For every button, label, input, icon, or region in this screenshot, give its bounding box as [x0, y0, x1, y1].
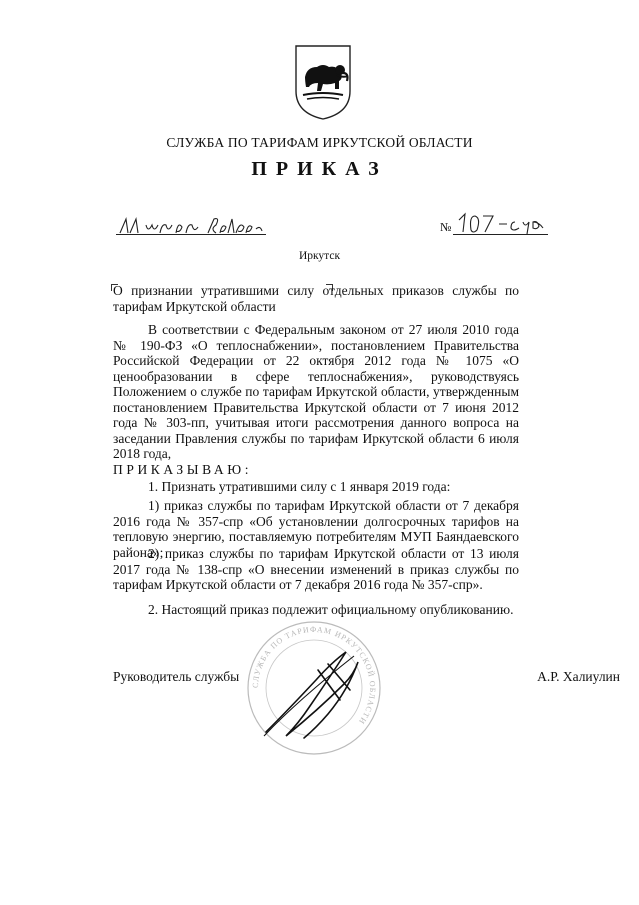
signer-name: А.Р. Халиулин — [537, 669, 620, 684]
document-title: ПРИКАЗ — [251, 158, 388, 180]
number-underline — [453, 234, 548, 235]
handwritten-number — [455, 208, 555, 236]
date-underline — [116, 234, 266, 235]
city-name: Иркутск — [298, 250, 341, 262]
order-subitem-1: 1) приказ службы по тарифам Иркутской области от 7 декабря 2016 года № 357-спр «Об установлении долгосрочных тарифов на тепловую энергию, поставляемую потребителям МУП Баяндаевского района»; — [113, 498, 519, 560]
irkutsk-coat-of-arms-icon — [293, 43, 353, 121]
document-subject: О признании утратившими силу отдельных приказов службы по тарифам Иркутской области — [113, 283, 519, 314]
agency-name: СЛУЖБА ПО ТАРИФАМ ИРКУТСКОЙ ОБЛАСТИ — [166, 135, 473, 150]
handwritten-signature — [258, 640, 368, 745]
order-item-1: 1. Признать утратившими силу с 1 января 2019 года: — [148, 479, 451, 494]
order-item-2: 2. Настоящий приказ подлежит официальному опубликованию. — [148, 602, 514, 617]
preamble-paragraph: В соответствии с Федеральным законом от 27 июля 2010 года № 190-ФЗ «О теплоснабжении», постановлением Правительства Российской Федерации от 22 октября 2012 года № 1075 «О ценообразовании в сфере теплоснабжения», руководствуясь Положением о службе по тарифам Иркутской области, утвержденным постановлением Правительства Иркутской области от 7 июня 2012 года № 303-пп, учитывая итоги рассмотрения данного вопроса на заседании Правления службы по тарифам Иркутской области 6 июля 2018 года, — [113, 322, 519, 461]
number-sign: № — [440, 220, 452, 234]
svg-text:СЛУЖБА ПО ТАРИФАМ ИРКУТСКОЙ ОБ: СЛУЖБА ПО ТАРИФАМ ИРКУТСКОЙ ОБЛАСТИ — [250, 624, 378, 727]
signer-position: Руководитель службы — [113, 669, 240, 684]
order-subitem-2: 2) приказ службы по тарифам Иркутской области от 13 июля 2017 года № 138-спр «О внесении изменений в приказ службы по тарифам Иркутской области от 7 декабря 2016 года № 357-спр». — [113, 546, 519, 592]
decree-heading: ПРИКАЗЫВАЮ: — [113, 462, 253, 477]
